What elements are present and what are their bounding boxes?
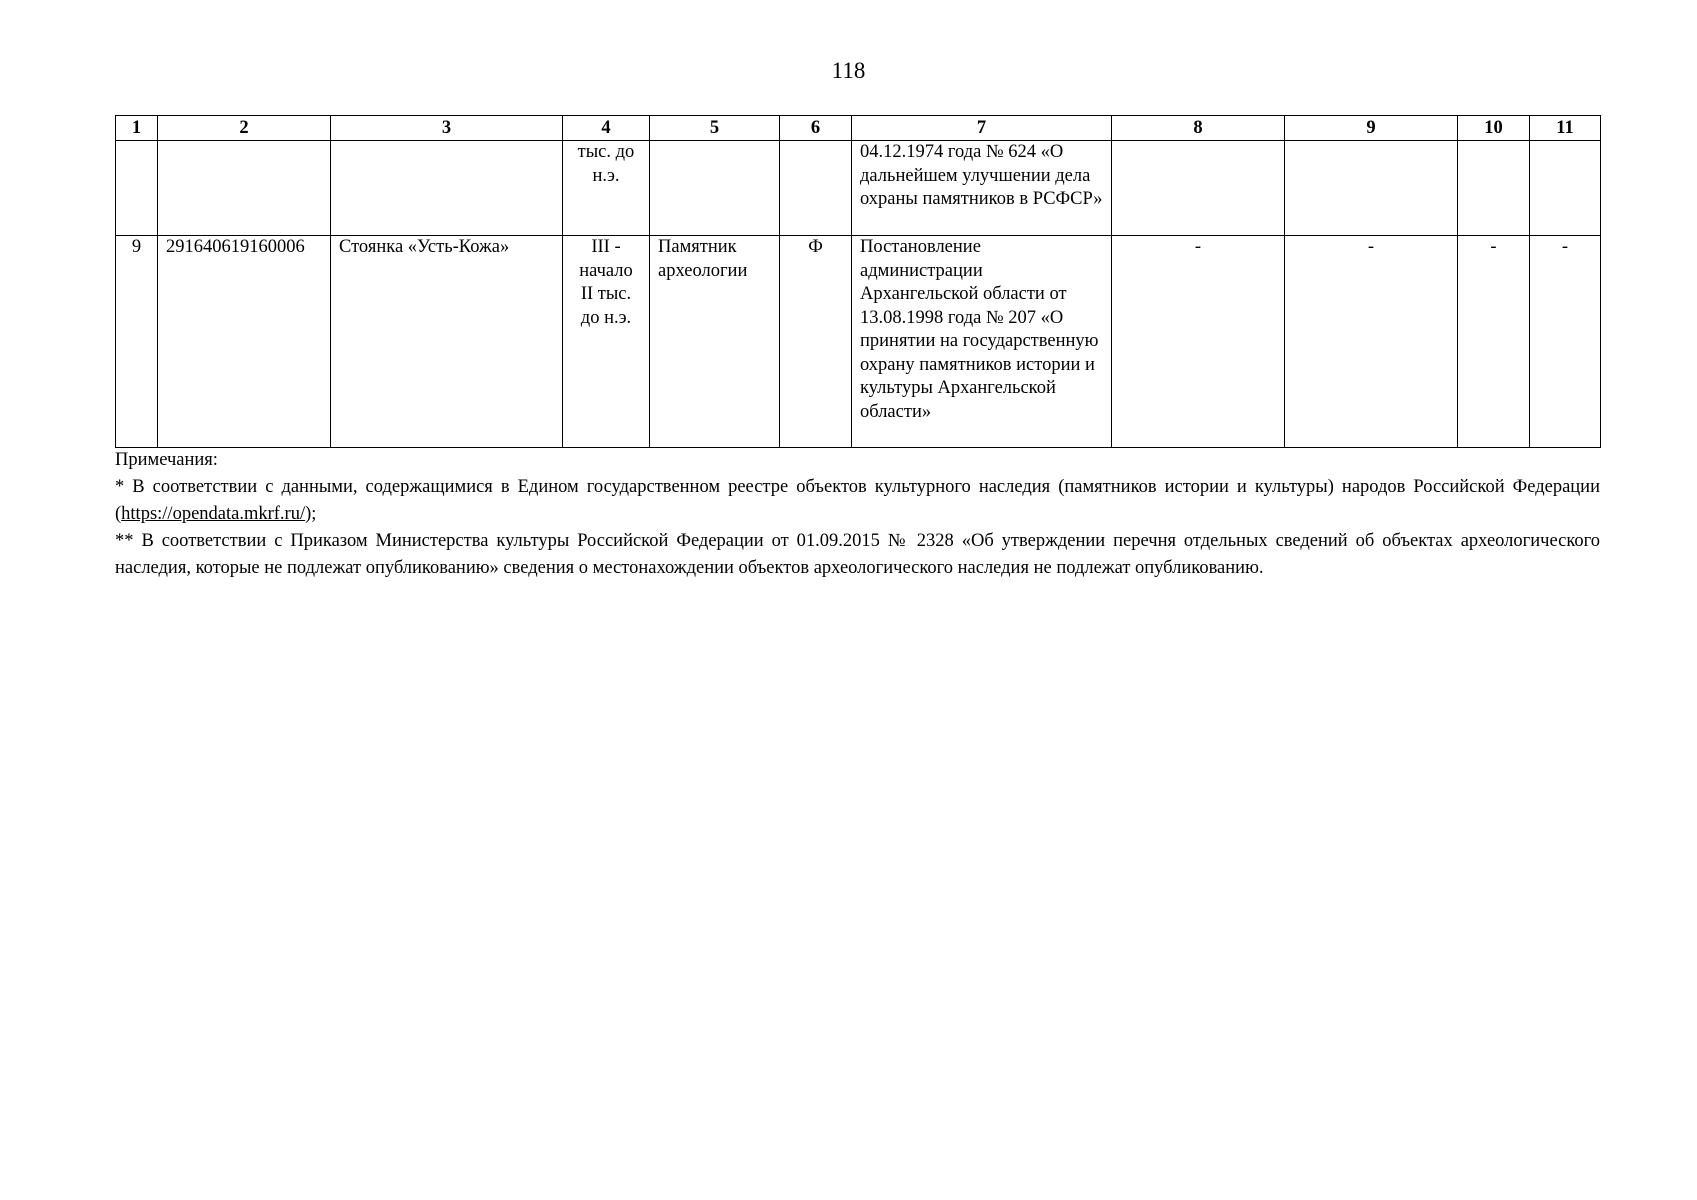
table-cell [1285, 141, 1458, 236]
registry-link[interactable]: https://opendata.mkrf.ru/ [121, 504, 306, 524]
column-header: 3 [331, 116, 563, 141]
table-cell: Постановление администрации Архангельской области от 13.08.1998 года № 207 «О принятии на государственную охрану памятников истории и культуры Архангельской области» [852, 236, 1112, 448]
table-header-row [116, 116, 1601, 141]
column-header: 5 [650, 116, 780, 141]
table-cell: Памятник археологии [650, 236, 780, 448]
table-cell: - [1458, 236, 1530, 448]
column-header: 4 [563, 116, 650, 141]
column-header: 10 [1458, 116, 1530, 141]
table-cell [1530, 141, 1601, 236]
column-header: 8 [1112, 116, 1285, 141]
column-header: 7 [852, 116, 1112, 141]
column-header: 6 [780, 116, 852, 141]
table-cell [116, 141, 158, 236]
notes-title: Примечания: [115, 450, 218, 470]
table-cell [780, 141, 852, 236]
table-cell: Ф [780, 236, 852, 448]
note-2: ** В соответствии с Приказом Министерства культуры Российской Федерации от 01.09.2015 № 2328 «Об утверждении перечня отдельных сведений об объектах археологического наследия, которые не подлежат опубликованию» сведения о местонахождении объектов археологического наследия не подлежат опубликованию. [115, 531, 1600, 578]
table-cell: III - начало II тыс. до н.э. [563, 236, 650, 448]
note-1-suffix: ); [305, 504, 317, 524]
table-cell: тыс. до н.э. [563, 141, 650, 236]
column-header: 9 [1285, 116, 1458, 141]
table-row [116, 141, 1601, 236]
registry-table [115, 115, 1601, 448]
table-cell [650, 141, 780, 236]
notes-section [115, 447, 1600, 582]
note-1 [115, 474, 1600, 528]
note-1-text: * В соответствии с данными, содержащимися в Едином государственном реестре объектов культурного наследия (памятников истории и культуры) народов Российской Федерации ( [115, 477, 1600, 524]
page-number: 118 [831, 58, 866, 83]
table-cell [1458, 141, 1530, 236]
column-header: 2 [158, 116, 331, 141]
table-row [116, 236, 1601, 448]
table-cell: - [1285, 236, 1458, 448]
table-cell: Стоянка «Усть-Кожа» [331, 236, 563, 448]
table-cell: - [1112, 236, 1285, 448]
table-cell [158, 141, 331, 236]
table-cell [331, 141, 563, 236]
table-cell: 9 [116, 236, 158, 448]
column-header: 1 [116, 116, 158, 141]
table-cell: 291640619160006 [158, 236, 331, 448]
column-header: 11 [1530, 116, 1601, 141]
table-cell: 04.12.1974 года № 624 «О дальнейшем улучшении дела охраны памятников в РСФСР» [852, 141, 1112, 236]
table-cell: - [1530, 236, 1601, 448]
table-cell [1112, 141, 1285, 236]
